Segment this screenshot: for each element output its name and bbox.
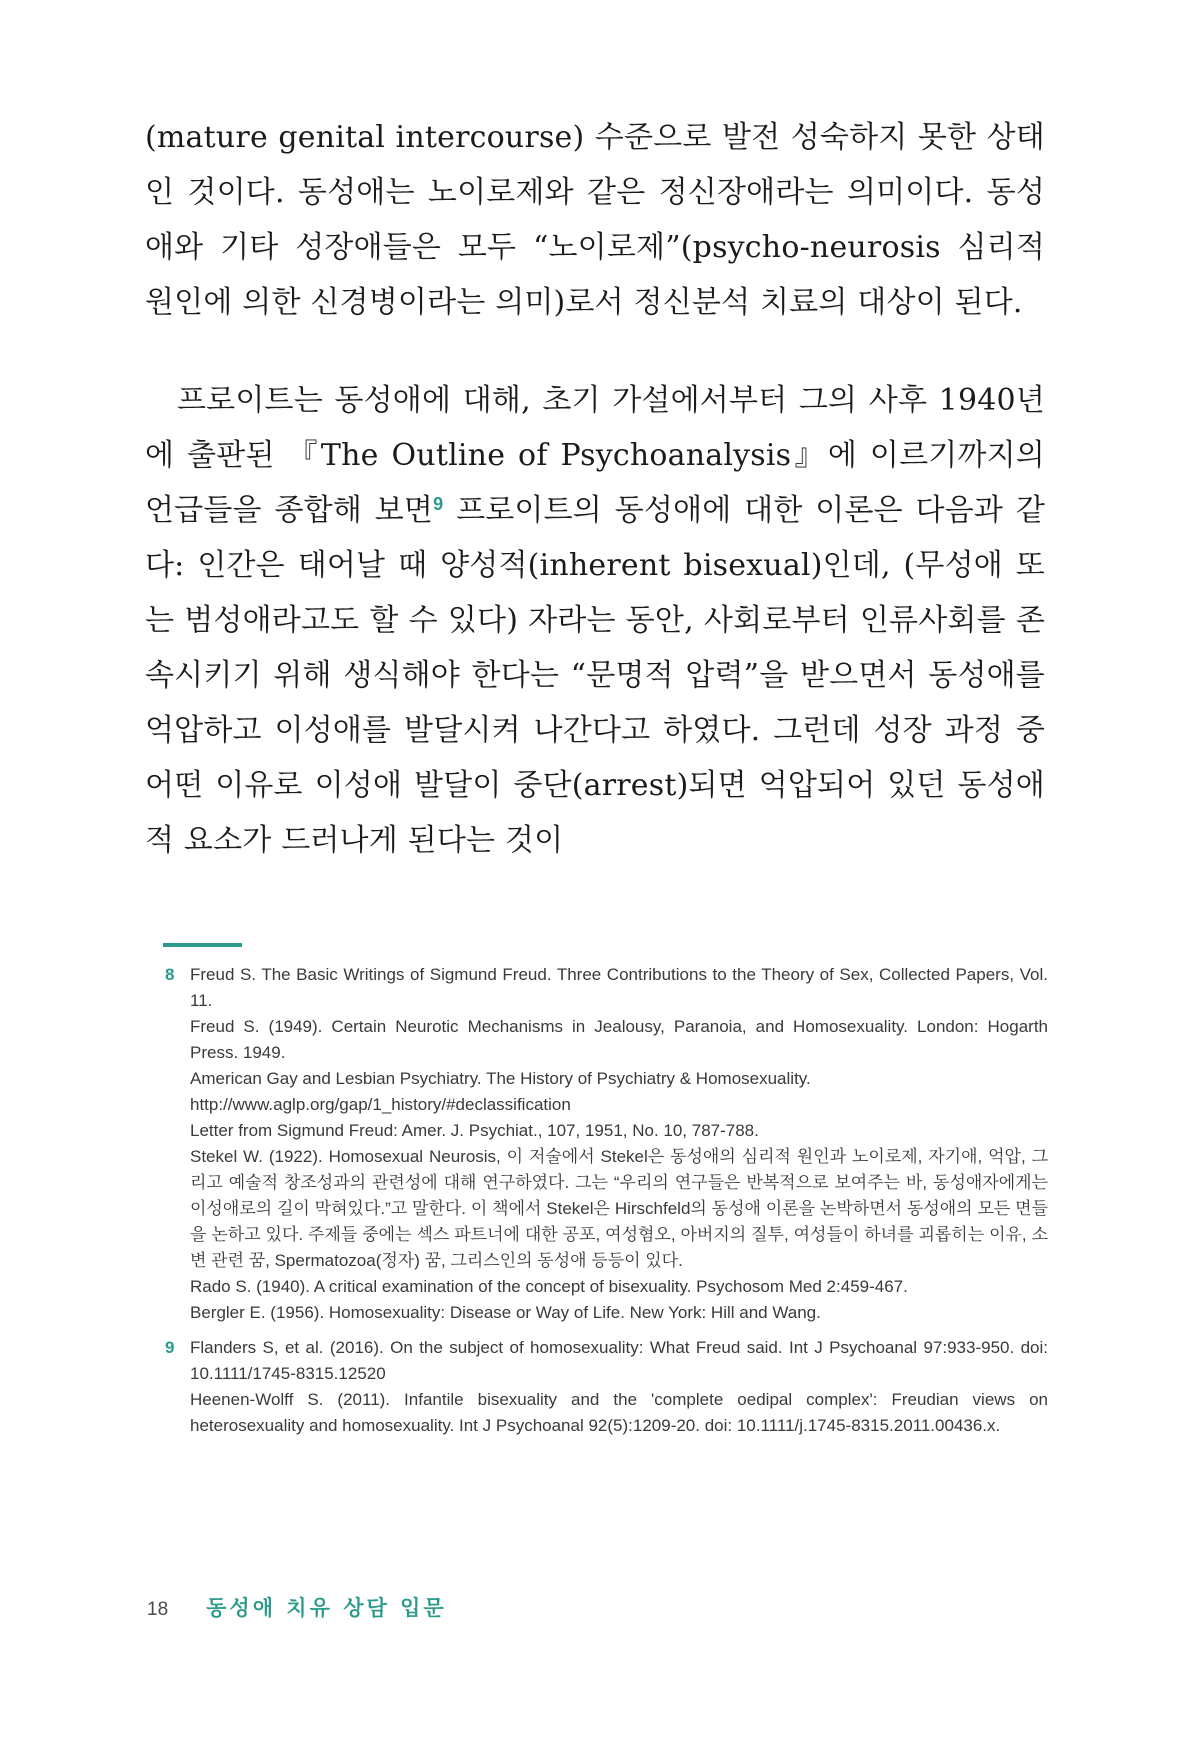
footnote-9-text — [190, 1335, 1048, 1439]
footnote-reference: Freud S. The Basic Writings of Sigmund Freud. Three Contributions to the Theory of Sex, Collected Papers, Vol. 11. — [190, 965, 1048, 1010]
footnote-8-marker: 8 — [165, 965, 175, 984]
page-footer — [147, 1592, 447, 1622]
paragraph-2-text-before: 프로이트는 동성애에 대해, 초기 가설에서부터 그의 사후 1940년에 출판된 『The Outline of Psychoanalysis』에 이르기까지의 언급들을 종합해 보면 — [145, 383, 1045, 528]
footnote-8 — [145, 962, 1048, 1326]
body-paragraph-1: (mature genital intercourse) 수준으로 발전 성숙하지 못한 상태인 것이다. 동성애는 노이로제와 같은 정신장애라는 의미이다. 동성애와 기타 성장애들은 모두 “노이로제”(psycho-neurosis 심리적 원인에 의한 신경병이라는 의미)로서 정신분석 치료의 대상이 된다. — [145, 120, 1045, 320]
footnote-reference: Letter from Sigmund Freud: Amer. J. Psychiat., 107, 1951, No. 10, 787-788. — [190, 1121, 759, 1140]
footnote-reference: Heenen-Wolff S. (2011). Infantile bisexuality and the 'complete oedipal complex': Freudian views on heterosexuality and homosexuality. Int J Psychoanal 92(5):1209-20. doi: 10.1111/j.1745-8315.2011.00436.x. — [190, 1390, 1048, 1435]
footnote-reference: Stekel W. (1922). Homosexual Neurosis, 이 저술에서 Stekel은 동성애의 심리적 원인과 노이로제, 자기애, 억압, 그리고 예술적 창조성과의 관련성에 대해 연구하였다. 그는 “우리의 연구들은 반복적으로 보여주는 바, 동성애자에게는 이성애로의 길이 막혀있다.”고 말한다. 이 책에서 Stekel은 Hirschfeld의 동성애 이론을 논박하면서 동성애의 모든 면들을 논하고 있다. 주제들 중에는 섹스 파트너에 대한 공포, 여성혐오, 아버지의 질투, 여성들이 하녀를 괴롭히는 이유, 소변 관련 꿈, Spermatozoa(정자) 꿈, 그리스인의 동성애 등등이 있다. — [190, 1147, 1048, 1270]
footnote-reference: Flanders S, et al. (2016). On the subject of homosexuality: What Freud said. Int J Psychoanal 97:933-950. doi: 10.1111/1745-8315.12520 — [190, 1338, 1048, 1383]
footnote-9-marker: 9 — [165, 1338, 175, 1357]
footnote-reference: American Gay and Lesbian Psychiatry. The History of Psychiatry & Homosexuality. — [190, 1069, 811, 1088]
body-paragraph-2 — [145, 373, 1045, 868]
footnote-reference: Rado S. (1940). A critical examination of the concept of bisexuality. Psychosom Med 2:459-467. — [190, 1277, 908, 1296]
body-text-block — [145, 110, 1045, 868]
footnote-separator-rule — [163, 943, 242, 947]
footnote-ref-9: 9 — [433, 494, 444, 514]
book-title: 동성애 치유 상담 입문 — [206, 1595, 447, 1620]
paragraph-2-text-after: 프로이트의 동성애에 대한 이론은 다음과 같다: 인간은 태어날 때 양성적(inherent bisexual)인데, (무성애 또는 범성애라고도 할 수 있다) 자라는 동안, 사회로부터 인류사회를 존속시키기 위해 생식해야 한다는 “문명적 압력”을 받으면서 동성애를 억압하고 이성애를 발달시켜 나간다고 하였다. 그런데 성장 과정 중 어떤 이유로 이성애 발달이 중단(arrest)되면 억압되어 있던 동성애적 요소가 드러나게 된다는 것이 — [145, 493, 1046, 858]
footnote-reference: http://www.aglp.org/gap/1_history/#declassification — [190, 1095, 571, 1114]
page-number: 18 — [147, 1599, 169, 1620]
footnote-reference: Freud S. (1949). Certain Neurotic Mechanisms in Jealousy, Paranoia, and Homosexuality. London: Hogarth Press. 1949. — [190, 1017, 1048, 1062]
footnote-8-text — [190, 962, 1048, 1326]
footnote-reference: Bergler E. (1956). Homosexuality: Disease or Way of Life. New York: Hill and Wang. — [190, 1303, 821, 1322]
footnote-9 — [145, 1335, 1048, 1439]
footnotes-section — [145, 962, 1048, 1448]
